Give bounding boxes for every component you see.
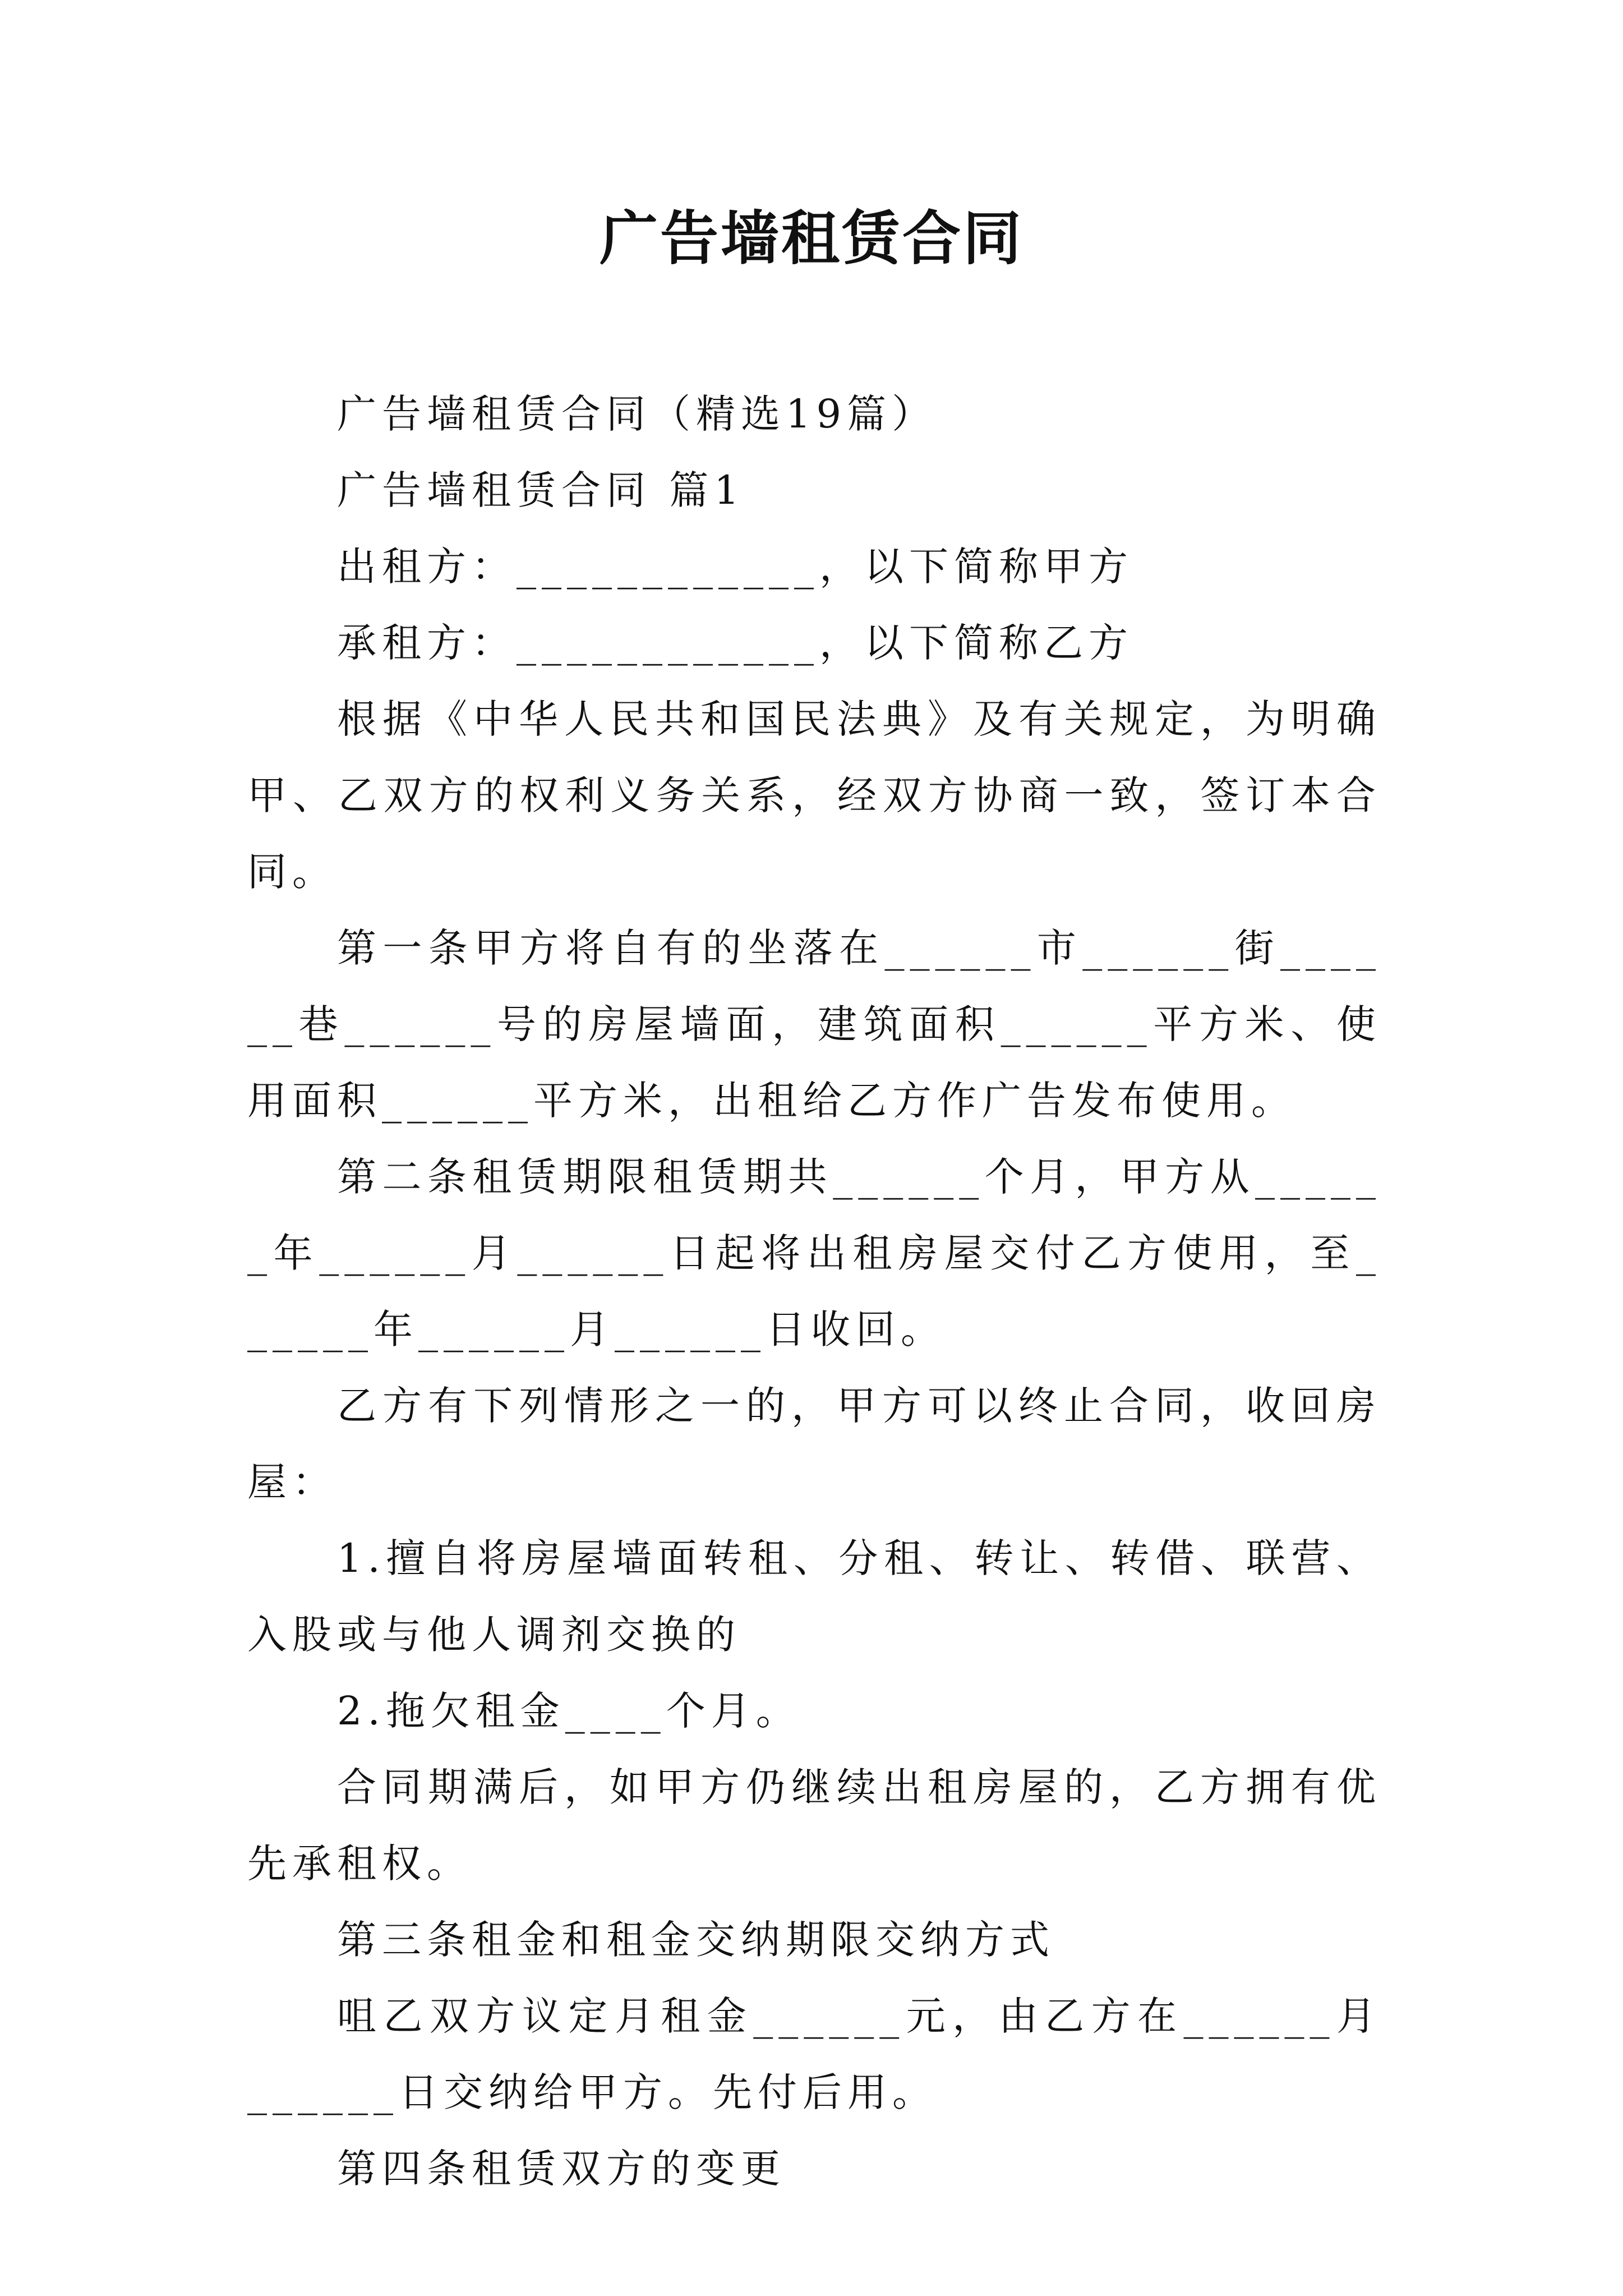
termination-item-2: 2.拖欠租金____个月。 bbox=[337, 1688, 801, 1734]
rent-payment-paragraph: 咀乙双方议定月租金______元，由乙方在______月______日交纳给甲方。先付后用。 bbox=[247, 1993, 1381, 2115]
section-heading: 广告墙租赁合同 篇1 bbox=[337, 467, 745, 513]
priority-lease-paragraph: 合同期满后，如甲方仍继续出租房屋的，乙方拥有优先承租权。 bbox=[247, 1764, 1381, 1887]
article-1-paragraph: 第一条甲方将自有的坐落在______市______街______巷______号的房屋墙面，建筑面积______平方米、使用面积______平方米，出租给乙方作广告发布使用。 bbox=[247, 925, 1381, 1124]
article-2-paragraph: 第二条租赁期限租赁期共______个月，甲方从______年______月______日起将出租房屋交付乙方使用，至______年______月______日收回。 bbox=[247, 1154, 1381, 1352]
document-body bbox=[247, 376, 1381, 2207]
preamble-paragraph: 根据《中华人民共和国民法典》及有关规定，为明确甲、乙双方的权利义务关系，经双方协商一致，签订本合同。 bbox=[247, 696, 1381, 895]
subtitle-line: 广告墙租赁合同（精选19篇） bbox=[337, 391, 937, 437]
document-title: 广告墙租赁合同 bbox=[599, 204, 1023, 273]
article-3-heading: 第三条租金和租金交纳期限交纳方式 bbox=[337, 1917, 1055, 1963]
termination-intro: 乙方有下列情形之一的，甲方可以终止合同，收回房屋： bbox=[247, 1383, 1381, 1505]
termination-item-1: 1.擅自将房屋墙面转租、分租、转让、转借、联营、入股或与他人调剂交换的 bbox=[247, 1535, 1381, 1658]
article-4-heading: 第四条租赁双方的变更 bbox=[337, 2146, 786, 2192]
lessor-line: 出租方：____________，以下简称甲方 bbox=[337, 544, 1133, 590]
lessee-line: 承租方：____________，以下简称乙方 bbox=[337, 620, 1133, 666]
